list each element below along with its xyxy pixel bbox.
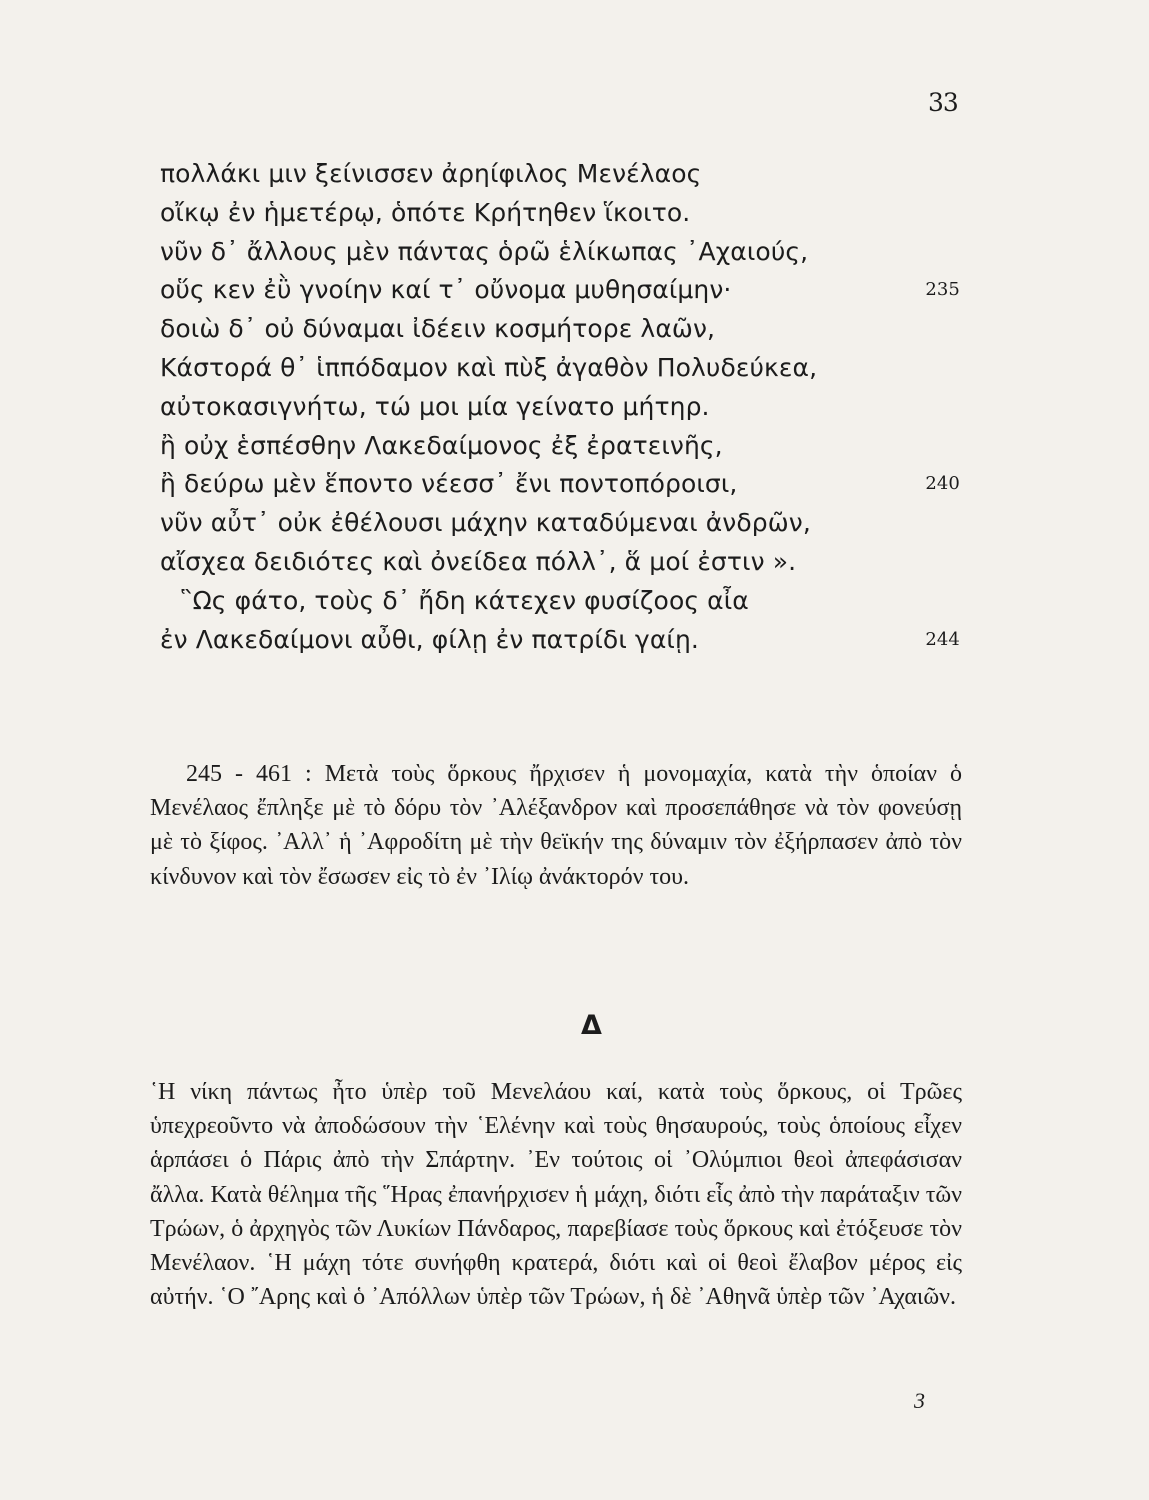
signature-mark: 3 [914, 1388, 925, 1413]
line-number: 244 [925, 628, 960, 650]
verse-line [160, 465, 960, 504]
verse-text: ἐν Λακεδαίμονι αὖθι, φίλῃ ἐν πατρίδι γαίῃ. [160, 624, 699, 654]
verse-line [160, 543, 960, 582]
verse-line [160, 349, 960, 388]
verse-line [160, 504, 960, 543]
verse-text: οὕς κεν ἐῢ γνοίην καί τ᾽ οὔνομα μυθησαίμην· [160, 275, 732, 305]
verse-text: οἴκῳ ἐν ἡμετέρῳ, ὁπότε Κρήτηθεν ἵκοιτο. [160, 197, 691, 227]
page-number: 33 [928, 88, 958, 117]
line-number: 240 [925, 473, 960, 495]
line-number: 235 [925, 279, 960, 301]
verse-line [160, 621, 960, 660]
verse-line [160, 194, 960, 233]
narrative-paragraph: ῾Η νίκη πάντως ἦτο ὑπὲρ τοῦ Μενελάου καί, κατὰ τοὺς ὅρκους, οἱ Τρῶες ὑπεχρεοῦντο νὰ ἀποδώσουν τὴν ῾Ελένην καὶ τοὺς θησαυρούς, τοὺς ὁποίους εἶχεν ἁρπάσει ὁ Πάρις ἀπὸ τὴν Σπάρτην. ᾽Εν τούτοις οἱ ᾽Ολύμπιοι θεοὶ ἀπεφάσισαν ἄλλα. Κατὰ θέλημα τῆς ῞Ηρας ἐπανήρχισεν ἡ μάχη, διότι εἷς ἀπὸ τὴν παράταξιν τῶν Τρώων, ὁ ἀρχηγὸς τῶν Λυκίων Πάνδαρος, παρεβίασε τοὺς ὅρκους καὶ ἐτόξευσε τὸν Μενέλαον. ῾Η μάχη τότε συνήφθη κρατερά, διότι καὶ οἱ θεοὶ ἔλαβον μέρος εἰς αὐτήν. ῾Ο ῎Αρης καὶ ὁ ᾽Απόλλων ὑπὲρ τῶν Τρώων, ἡ δὲ ᾽Αθηνᾶ ὑπὲρ τῶν ᾽Αχαιῶν. [150, 1079, 962, 1311]
summary-paragraph: 245 - 461 : Μετὰ τοὺς ὅρκους ἤρχισεν ἡ μονομαχία, κατὰ τὴν ὁποίαν ὁ Μενέλαος ἔπληξε μὲ τὸ δόρυ τὸν ᾽Αλέξανδρον καὶ προσεπάθησε νὰ τὸν φονεύσῃ μὲ τὸ ξίφος. ᾽Αλλ᾽ ἡ ᾽Αφροδίτη μὲ τὴν θεϊκήν της δύναμιν τὸν ἐξήρπασεν ἀπὸ τὸν κίνδυνον καὶ τὸν ἔσωσεν εἰς τὸ ἐν ᾽Ιλίῳ ἀνάκτορόν του. [150, 761, 962, 890]
verse-text: νῦν δ᾽ ἄλλους μὲν πάντας ὁρῶ ἑλίκωπας ᾽Αχαιούς, [160, 236, 809, 266]
verse-text: Κάστορά θ᾽ ἱππόδαμον καὶ πὺξ ἀγαθὸν Πολυδεύκεα, [160, 352, 818, 382]
verse-block [160, 155, 960, 659]
verse-line [160, 271, 960, 310]
verse-line [160, 155, 960, 194]
verse-text: πολλάκι μιν ξείνισσεν ἀρηίφιλος Μενέλαος [160, 159, 702, 188]
verse-text: ἢ οὐχ ἑσπέσθην Λακεδαίμονος ἐξ ἐρατεινῆς, [160, 430, 723, 460]
verse-line [160, 582, 960, 621]
verse-line [160, 233, 960, 272]
verse-text: νῦν αὖτ᾽ οὐκ ἐθέλουσι μάχην καταδύμεναι ἀνδρῶν, [160, 508, 811, 538]
verse-text: δοιὼ δ᾽ οὐ δύναμαι ἰδέειν κοσμήτορε λαῶν, [160, 314, 716, 344]
verse-text: αὐτοκασιγνήτω, τώ μοι μία γείνατο μήτηρ. [160, 391, 710, 421]
verse-text: αἴσχεα δειδιότες καὶ ὀνείδεα πόλλ᾽, ἅ μοί ἐστιν ». [160, 546, 797, 576]
verse-text: ῝Ως φάτο, τοὺς δ᾽ ἤδη κάτεχεν φυσίζοος αἶα [180, 585, 749, 615]
verse-line [160, 310, 960, 349]
section-heading: Δ [581, 1010, 602, 1041]
verse-line [160, 388, 960, 427]
verse-text: ἢ δεύρω μὲν ἕποντο νέεσσ᾽ ἔνι ποντοπόροισι, [160, 469, 738, 499]
verse-line [160, 427, 960, 466]
